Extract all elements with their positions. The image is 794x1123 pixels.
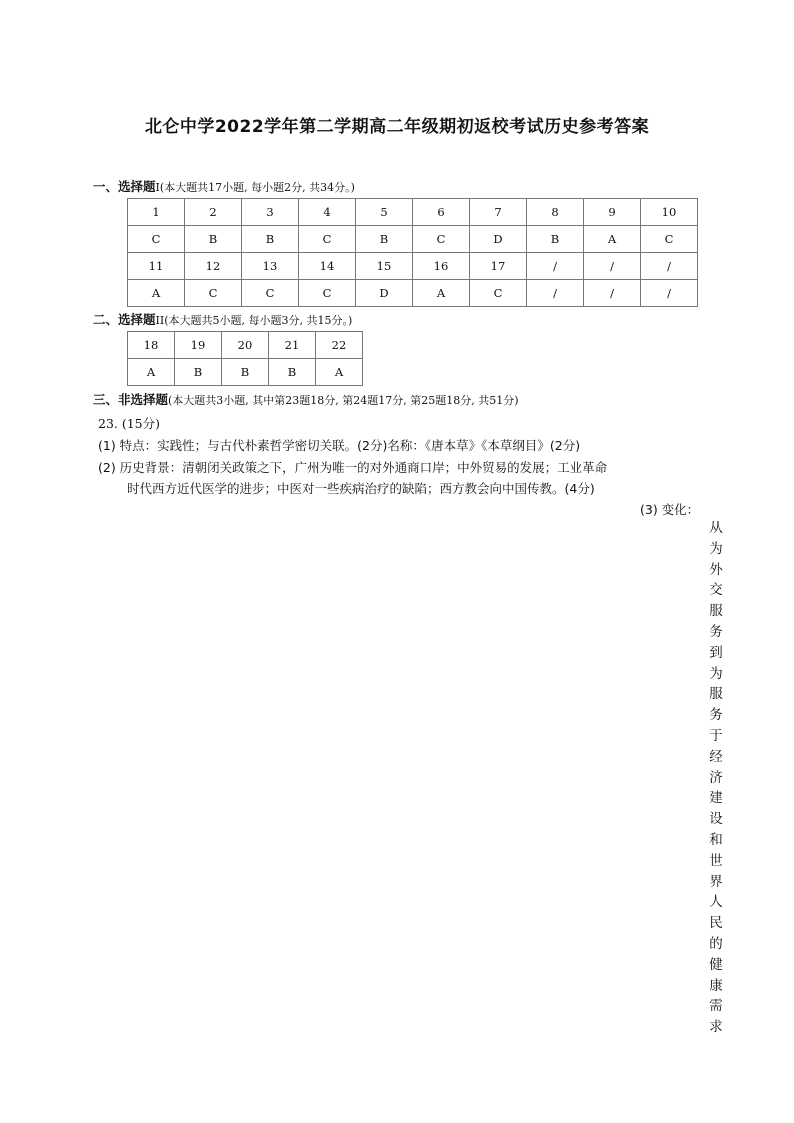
table-cell: A	[128, 280, 185, 307]
table-cell: 16	[413, 253, 470, 280]
table-cell: C	[242, 280, 299, 307]
table-row	[128, 226, 698, 253]
table-cell: C	[413, 226, 470, 253]
section-1-head: 一、选择题	[93, 179, 156, 194]
vertical-char: 和	[709, 831, 723, 848]
table-cell: B	[185, 226, 242, 253]
table-cell: C	[641, 226, 698, 253]
vertical-char: 世	[709, 852, 723, 869]
table-cell: 20	[222, 332, 269, 359]
table-cell: C	[185, 280, 242, 307]
table-cell: 18	[128, 332, 175, 359]
vertical-char: 设	[709, 811, 723, 828]
table-cell: /	[641, 253, 698, 280]
table-cell: /	[584, 280, 641, 307]
table-row	[128, 280, 698, 307]
table-cell: A	[413, 280, 470, 307]
vertical-char: 求	[709, 1019, 723, 1036]
vertical-char: 济	[709, 769, 723, 786]
vertical-char: 到	[709, 644, 723, 661]
table-cell: 5	[356, 199, 413, 226]
vertical-char: 健	[709, 956, 723, 973]
vertical-char: 交	[709, 582, 723, 599]
section-1-note: I(本大题共17小题, 每小题2分, 共34分。)	[155, 181, 355, 194]
table-cell: 8	[527, 199, 584, 226]
page-title: 北仑中学2022学年第二学期高二年级期初返校考试历史参考答案	[144, 117, 650, 137]
table-cell: /	[527, 253, 584, 280]
vertical-char: 从	[709, 520, 723, 536]
vertical-char: 经	[709, 748, 723, 765]
table-cell: 2	[185, 199, 242, 226]
vertical-char: 为	[709, 540, 723, 557]
table-row	[128, 359, 363, 386]
table-cell: /	[584, 253, 641, 280]
table-cell: C	[299, 226, 356, 253]
answer-23-2-line1: (2) 历史背景：清朝闭关政策之下，广州为唯一的对外通商口岸；中外贸易的发展；工业革命	[98, 460, 608, 475]
table-cell: 10	[641, 199, 698, 226]
vertical-char: 务	[709, 623, 723, 640]
table-cell: 1	[128, 199, 185, 226]
vertical-char: 为	[709, 665, 723, 682]
table-cell: 6	[413, 199, 470, 226]
vertical-char: 需	[709, 998, 723, 1015]
vertical-char: 人	[709, 894, 723, 911]
table-cell: D	[356, 280, 413, 307]
table-cell: A	[128, 359, 175, 386]
section-2-note: II(本大题共5小题, 每小题3分, 共15分。)	[155, 314, 353, 327]
table-cell: C	[128, 226, 185, 253]
table-row	[128, 253, 698, 280]
table-row	[128, 199, 698, 226]
table-cell: A	[316, 359, 363, 386]
answer-23-2-line2: 时代西方近代医学的进步；中医对一些疾病治疗的缺陷；西方教会向中国传教。(4分)	[127, 481, 595, 496]
vertical-char: 服	[709, 686, 723, 703]
vertical-char: 务	[709, 707, 723, 724]
answer-23-1: (1) 特点：实践性；与古代朴素哲学密切关联。(2分)名称：《唐本草》《本草纲目》(2分)	[98, 438, 581, 453]
vertical-char: 的	[709, 935, 723, 952]
table-cell: 11	[128, 253, 185, 280]
table-cell: A	[584, 226, 641, 253]
table-cell: 22	[316, 332, 363, 359]
table-cell: C	[470, 280, 527, 307]
answer-23-3-vertical-text	[706, 518, 726, 1038]
vertical-char: 服	[709, 603, 723, 620]
vertical-char: 外	[709, 561, 723, 578]
table-cell: B	[269, 359, 316, 386]
table-row	[128, 332, 363, 359]
answer-table-2	[127, 331, 363, 386]
table-cell: /	[641, 280, 698, 307]
vertical-char: 康	[709, 977, 723, 994]
vertical-char: 界	[709, 873, 723, 890]
table-cell: 14	[299, 253, 356, 280]
table-cell: 7	[470, 199, 527, 226]
section-1-heading	[93, 177, 355, 195]
table-cell: 13	[242, 253, 299, 280]
table-cell: 9	[584, 199, 641, 226]
table-cell: /	[527, 280, 584, 307]
section-2-head: 二、选择题	[93, 312, 156, 327]
table-cell: 21	[269, 332, 316, 359]
table-cell: B	[242, 226, 299, 253]
table-cell: 17	[470, 253, 527, 280]
table-cell: C	[299, 280, 356, 307]
table-cell: 15	[356, 253, 413, 280]
section-2-heading	[93, 310, 352, 328]
table-cell: B	[222, 359, 269, 386]
table-cell: 12	[185, 253, 242, 280]
table-cell: D	[470, 226, 527, 253]
vertical-char: 于	[709, 727, 723, 744]
table-cell: B	[175, 359, 222, 386]
vertical-char: 建	[709, 790, 723, 807]
table-cell: 19	[175, 332, 222, 359]
answer-23-3-head: (3) 变化：	[640, 502, 700, 517]
section-3-heading	[93, 390, 519, 408]
table-cell: B	[356, 226, 413, 253]
table-cell: 4	[299, 199, 356, 226]
table-cell: B	[527, 226, 584, 253]
section-3-head: 三、非选择题	[93, 392, 169, 407]
answer-table-1	[127, 198, 698, 307]
section-3-note: (本大题共3小题, 其中第23题18分, 第24题17分, 第25题18分, 共51分)	[168, 394, 519, 407]
vertical-char: 民	[709, 915, 723, 932]
table-cell: 3	[242, 199, 299, 226]
question-23-label: 23. (15分)	[98, 416, 161, 431]
